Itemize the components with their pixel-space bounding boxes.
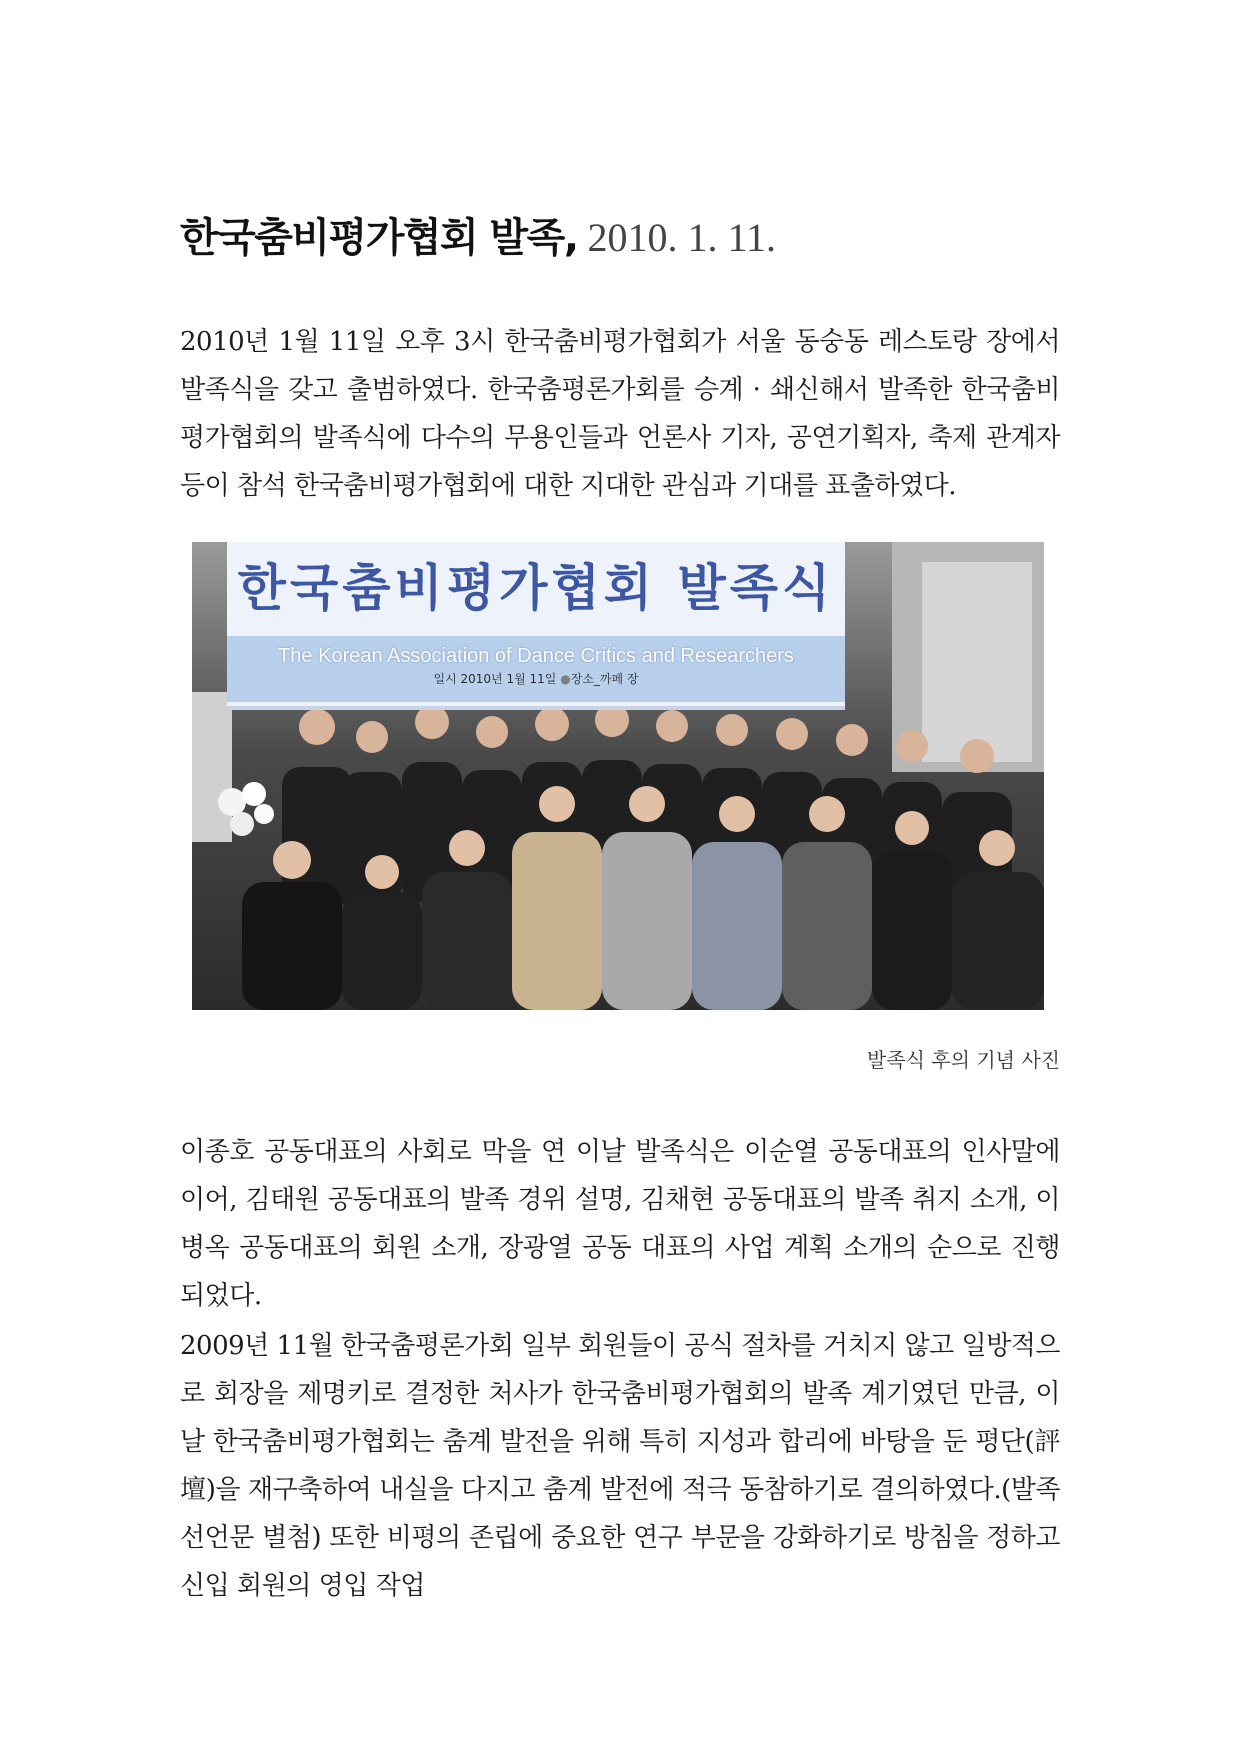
paragraph-ceremony: 이종호 공동대표의 사회로 막을 연 이날 발족식은 이순열 공동대표의 인사말에 이어, 김태원 공동대표의 발족 경위 설명, 김채현 공동대표의 발족 취지 소개, 이병옥 공동대표의 회원 소개, 장광열 공동 대표의 사업 계획 소개의 순으로 진행되었다. [180, 1137, 1060, 1311]
title-main: 한국춤비평가협회 발족, [180, 215, 578, 261]
banner-place: 장소_까페 장 [570, 672, 639, 686]
banner-event-info [227, 670, 845, 688]
page-title [180, 210, 1080, 266]
commemorative-photo [192, 542, 1044, 1010]
title-date: 2010. 1. 11. [587, 215, 777, 260]
banner-title: 한국춤비평가협회 발족식 [237, 559, 835, 617]
banner-band [227, 636, 845, 702]
banner-english-title: The Korean Association of Dance Critics and Researchers [278, 645, 794, 667]
paragraph-background: 2009년 11월 한국춤평론가회 일부 회원들이 공식 절차를 거치지 않고 일방적으로 회장을 제명키로 결정한 처사가 한국춤비평가협회의 발족 계기였던 만큼, 이날 한국춤비평가협회는 춤계 발전을 위해 특히 지성과 합리에 바탕을 둔 평단(評壇)을 재구축하여 내실을 다지고 춤계 발전에 적극 동참하기로 결의하였다.(발족선언문 별첨) 또한 비평의 존립에 중요한 연구 부문을 강화하기로 방침을 정하고 신입 회원의 영입 작업 [180, 1331, 1060, 1601]
photo-caption: 발족식 후의 기념 사진 [867, 1048, 1060, 1072]
paragraph-intro: 2010년 1월 11일 오후 3시 한국춤비평가협회가 서울 동숭동 레스토랑 장에서 발족식을 갖고 출범하였다. 한국춤평론가회를 승계 · 쇄신해서 발족한 한국춤비평가협회의 발족식에 다수의 무용인들과 언론사 기자, 공연기획자, 축제 관계자 등이 참석 한국춤비평가협회에 대한 지대한 관심과 기대를 표출하였다. [180, 327, 1060, 501]
event-banner [227, 542, 845, 710]
banner-date: 일시 2010년 1월 11일 [433, 672, 557, 686]
bullet-dot-icon: ● [560, 672, 571, 686]
